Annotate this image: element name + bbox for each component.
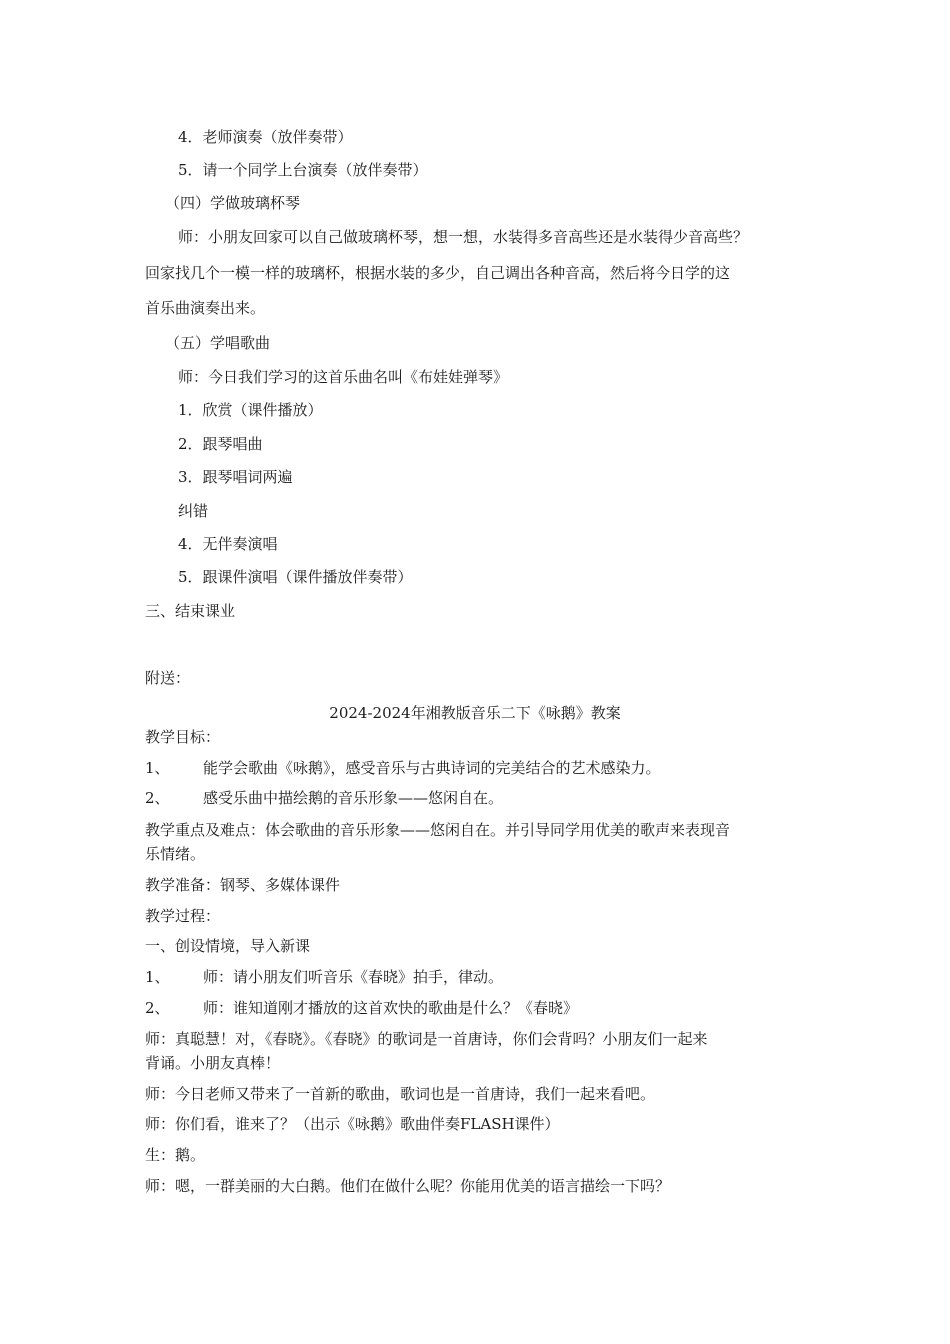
dialogue-line: 生：鹅。 <box>145 1146 206 1164</box>
dialogue-line: 师：今日老师又带来了一首新的歌曲，歌词也是一首唐诗，我们一起来看吧。 <box>145 1085 656 1103</box>
dialogue-line: 师：真聪慧！对，《春晓》。《春晓》的歌词是一首唐诗，你们会背吗？小朋友们一起来 <box>145 1030 708 1048</box>
lesson-plan-title: 2024-2024年湘教版音乐二下《咏鹅》教案 <box>329 704 621 722</box>
goal-text: 感受乐曲中描绘鹅的音乐形象——悠闲自在。 <box>203 789 504 807</box>
paragraph-line: 师：今日我们学习的这首乐曲名叫《布娃娃弹琴》 <box>178 368 509 386</box>
song-step-5: 5．跟课件演唱（课件播放伴奏带） <box>178 568 413 586</box>
song-step-2: 2．跟琴唱曲 <box>178 435 263 453</box>
section-4-heading: （四）学做玻璃杯琴 <box>165 194 301 212</box>
goal-item <box>145 758 661 778</box>
key-points-line: 教学重点及难点：体会歌曲的音乐形象——悠闲自在。并引导同学用优美的歌声来表现音 <box>145 821 731 839</box>
goal-number: 2、 <box>145 789 170 807</box>
dialogue-line: 师：你们看，谁来了？（出示《咏鹅》歌曲伴奏FLASH课件） <box>145 1115 560 1133</box>
paragraph-line: 回家找几个一模一样的玻璃杯，根据水装的多少，自己调出各种音高，然后将今日学的这 <box>145 264 731 282</box>
paragraph-line: 师：小朋友回家可以自己做玻璃杯琴，想一想，水装得多音高些还是水装得少音高些？ <box>178 228 749 246</box>
process-text: 师：请小朋友们听音乐《春晓》拍手，律动。 <box>203 968 504 986</box>
process-number: 2、 <box>145 999 170 1017</box>
process-item <box>145 998 578 1018</box>
section-5-heading: （五）学唱歌曲 <box>165 334 271 352</box>
paragraph-line: 首乐曲演奏出来。 <box>145 299 266 317</box>
goal-item <box>145 788 503 808</box>
dialogue-line: 师：嗯，一群美丽的大白鹅。他们在做什么呢？你能用优美的语言描绘一下吗？ <box>145 1177 671 1195</box>
process-number: 1、 <box>145 968 170 986</box>
goal-text: 能学会歌曲《咏鹅》，感受音乐与古典诗词的完美结合的艺术感染力。 <box>203 759 661 777</box>
process-text: 师：谁知道刚才播放的这首欢快的歌曲是什么？《春晓》 <box>203 999 579 1017</box>
process-heading: 教学过程： <box>145 907 221 925</box>
song-step-1: 1．欣赏（课件播放） <box>178 401 323 419</box>
goals-heading: 教学目标： <box>145 728 221 746</box>
section-end-heading: 三、结束课业 <box>145 602 236 620</box>
step-5: 5．请一个同学上台演奏（放伴奏带） <box>178 161 428 179</box>
preparation-line: 教学准备：钢琴、多媒体课件 <box>145 876 341 894</box>
dialogue-line: 背诵。小朋友真棒！ <box>145 1054 281 1072</box>
part-one-heading: 一、创设情境，导入新课 <box>145 937 311 955</box>
correction-note: 纠错 <box>178 502 209 520</box>
goal-number: 1、 <box>145 759 170 777</box>
key-points-line: 乐情绪。 <box>145 845 206 863</box>
song-step-3: 3．跟琴唱词两遍 <box>178 468 293 486</box>
process-item <box>145 967 503 987</box>
song-step-4: 4．无伴奏演唱 <box>178 535 278 553</box>
step-4: 4．老师演奏（放伴奏带） <box>178 128 353 146</box>
appendix-label: 附送： <box>145 669 191 687</box>
